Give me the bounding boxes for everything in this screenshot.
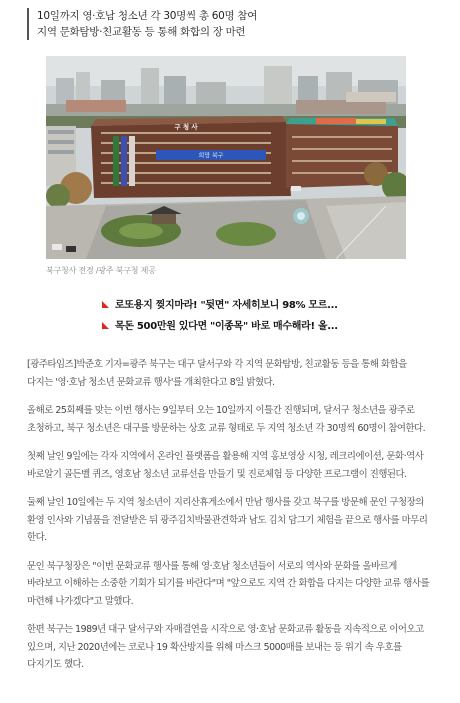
article-paragraph: [광주타임즈]박준호 기자=광주 북구는 대구 달서구와 각 지역 문화탐방, 친교활동 등을 통해 화합을 다지는 '영·호남 청소년 문화교류 행사'를 개최한다고 8일 밝혔다.: [27, 359, 407, 388]
related-article-link[interactable]: [102, 317, 422, 332]
article-photo: [46, 56, 406, 259]
roof-sign-text: 구 청 사: [174, 123, 198, 131]
photo-caption: 북구청사 전경 /광주 북구청 제공: [46, 266, 156, 275]
related-article-title: 목돈 500만원 있다면 "이종목" 바로 매수해라! 올...: [115, 321, 338, 332]
related-article-title: 로또용지 찢지마라! "뒷면" 자세히보니 98% 모르...: [115, 300, 338, 311]
related-article-link[interactable]: [102, 296, 422, 311]
banner-text: 희망 북구: [198, 152, 224, 160]
article-subheadline: [27, 8, 437, 40]
red-triangle-icon: [102, 322, 109, 329]
article-paragraph: 문인 북구청장은 "이번 문화교류 행사를 통해 영·호남 청소년들이 서로의 역사와 문화를 올바르게 바라보고 이해하는 소중한 기회가 되기를 바란다"며 "앞으로도 지역 간 화합을 다지는 다양한 교류 행사를 마련해 나가겠다"고 말했다.: [27, 560, 430, 607]
article-paragraph: 둘째 날인 10일에는 두 지역 청소년이 지리산휴게소에서 만남 행사를 갖고 북구를 방문해 문인 구청장의 환영 인사와 기념품을 전달받은 뒤 광주김치박물관견학과 남도 김치 담그기 체험을 끝으로 행사를 마무리 한다.: [27, 497, 428, 543]
red-triangle-icon: [102, 301, 109, 308]
article-paragraph: 한편 북구는 1989년 대구 달서구와 자매결연을 시작으로 영·호남 문화교류 활동을 지속적으로 이어오고 있으며, 지난 2020년에는 코로나 19 확산방지를 위해 마스크 5000매를 보내는 등 위기 속 우호를 다지기도 했다.: [27, 624, 424, 670]
subheadline-line-2: 지역 문화탐방·친교활동 등 통해 화합의 장 마련: [37, 26, 246, 38]
subheadline-line-1: 10일까지 영·호남 청소년 각 30명씩 총 60명 참여: [37, 10, 258, 22]
city-hall-aerial-image: [46, 56, 406, 259]
article-body: [27, 356, 432, 685]
article-paragraph: 올해로 25회째를 맞는 이번 행사는 9일부터 오는 10일까지 이틀간 진행되며, 달서구 청소년을 광주로 초청하고, 북구 청소년은 대구를 방문하는 상호 교류 형태로 두 지역 청소년 각 30명씩 60명이 참여한다.: [27, 405, 426, 434]
article-paragraph: 첫째 날인 9일에는 각자 지역에서 온라인 플랫폼을 활용해 지역 홍보영상 시청, 레크리에이션, 문화·역사 바로알기 골든벨 퀴즈, 영호남 청소년 교류선을 만들기 및 진로체험 등 다양한 프로그램이 진행된다.: [27, 451, 424, 480]
